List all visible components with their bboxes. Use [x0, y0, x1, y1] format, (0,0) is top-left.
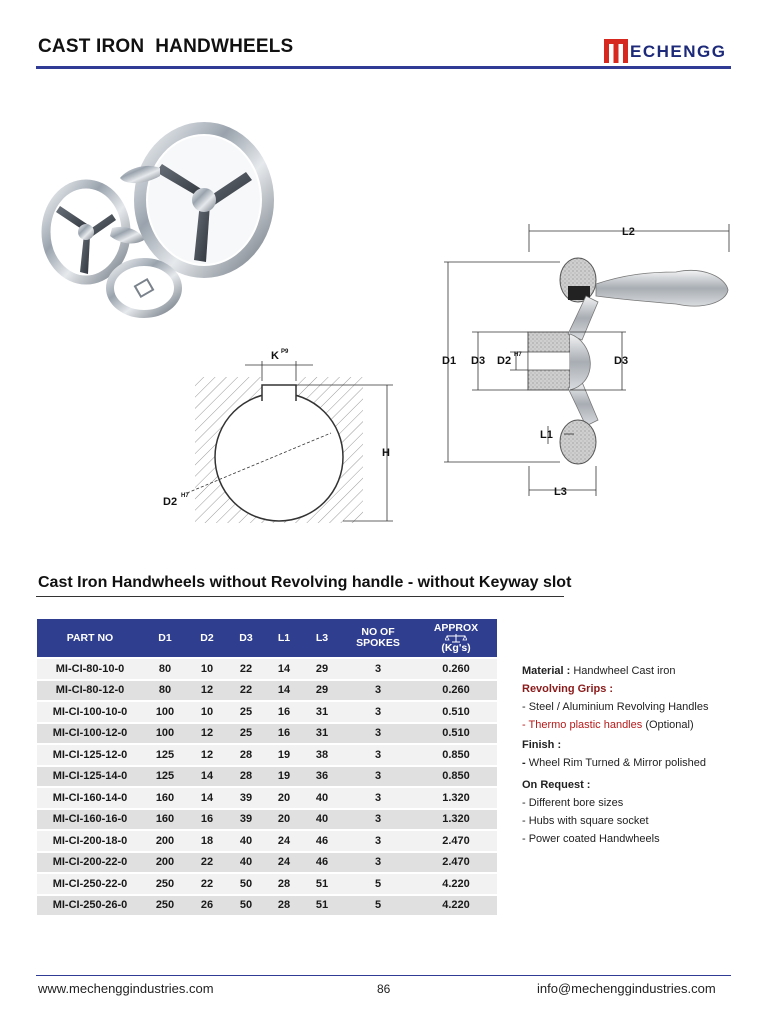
d2-sup-label: H7 [181, 493, 189, 499]
table-cell: 28 [265, 895, 303, 916]
table-cell: 3 [341, 809, 415, 831]
col-approx-label: APPROX [433, 622, 479, 634]
table-cell: 29 [303, 680, 341, 702]
table-cell: 4.220 [415, 873, 497, 895]
l2-label: L2 [622, 226, 635, 238]
table-cell: 125 [143, 766, 187, 788]
col-no-of-spokes [341, 619, 415, 658]
table-row [37, 895, 497, 916]
table-cell: 19 [265, 766, 303, 788]
table-cell: 38 [303, 744, 341, 766]
request-item-2: - Hubs with square socket [522, 815, 649, 827]
d2-side-sup-label: H7 [514, 352, 522, 358]
d3-left-label: D3 [471, 355, 486, 367]
d1-label: D1 [442, 355, 457, 367]
table-cell: 2.470 [415, 830, 497, 852]
request-item-1: - Different bore sizes [522, 797, 624, 809]
table-cell: 3 [341, 830, 415, 852]
l3-label: L3 [554, 486, 567, 498]
table-cell: 40 [227, 852, 265, 874]
table-cell: 12 [187, 680, 227, 702]
table-cell: 5 [341, 895, 415, 916]
handwheels-photo [34, 120, 279, 320]
logo-mark-icon [604, 39, 628, 63]
request-item-3: - Power coated Handwheels [522, 833, 660, 845]
table-cell: 28 [265, 873, 303, 895]
table-cell: 0.260 [415, 680, 497, 702]
table-row [37, 852, 497, 874]
table-cell: 2.470 [415, 852, 497, 874]
table-cell: 80 [143, 658, 187, 680]
page-number: 86 [377, 982, 391, 996]
table-cell: 0.850 [415, 744, 497, 766]
table-cell: 10 [187, 701, 227, 723]
material-row [522, 663, 708, 681]
d2-label: D2 [163, 496, 178, 508]
table-cell: MI-CI-80-12-0 [37, 680, 143, 702]
table-cell: 0.850 [415, 766, 497, 788]
table-cell: 12 [187, 744, 227, 766]
table-cell: 31 [303, 701, 341, 723]
table-cell: 16 [265, 723, 303, 745]
table-cell: 46 [303, 830, 341, 852]
table-cell: 28 [227, 766, 265, 788]
col-part-no: PART NO [37, 619, 143, 658]
brand-logo [604, 38, 732, 64]
table-cell: 0.510 [415, 723, 497, 745]
table-cell: 10 [187, 658, 227, 680]
table-cell: 3 [341, 658, 415, 680]
section-title: Cast Iron Handwheels without Revolving handle - without Keyway slot [38, 574, 572, 591]
table-row [37, 680, 497, 702]
product-info-panel [522, 663, 708, 849]
table-cell: 125 [143, 744, 187, 766]
table-cell: MI-CI-125-14-0 [37, 766, 143, 788]
table-cell: 5 [341, 873, 415, 895]
table-row [37, 809, 497, 831]
table-cell: 36 [303, 766, 341, 788]
col-d2: D2 [187, 619, 227, 658]
table-cell: 100 [143, 701, 187, 723]
table-cell: 39 [227, 809, 265, 831]
table-cell: 12 [187, 723, 227, 745]
table-row [37, 766, 497, 788]
table-cell: 16 [187, 809, 227, 831]
col-approx-unit: (Kg's) [441, 642, 471, 654]
table-cell: MI-CI-200-22-0 [37, 852, 143, 874]
k-label: K [271, 350, 279, 362]
table-cell: 24 [265, 852, 303, 874]
page-title: CAST IRON HANDWHEELS [38, 36, 294, 57]
table-cell: 14 [265, 680, 303, 702]
grips-item-2-text: - Thermo plastic handles [522, 719, 643, 731]
table-cell: 22 [187, 873, 227, 895]
table-cell: 22 [227, 680, 265, 702]
table-cell: 40 [227, 830, 265, 852]
table-cell: 19 [265, 744, 303, 766]
h-label: H [382, 447, 390, 459]
table-cell: 200 [143, 852, 187, 874]
table-header-row [37, 619, 497, 658]
table-cell: 50 [227, 873, 265, 895]
table-cell: 14 [187, 787, 227, 809]
table-cell: 3 [341, 744, 415, 766]
table-cell: 1.320 [415, 809, 497, 831]
material-label: Material : [522, 665, 571, 677]
table-cell: 28 [227, 744, 265, 766]
table-cell: MI-CI-80-10-0 [37, 658, 143, 680]
header-divider [36, 66, 731, 69]
grips-item-2-suffix: (Optional) [645, 719, 694, 731]
table-row [37, 744, 497, 766]
table-cell: 46 [303, 852, 341, 874]
request-label: On Request : [522, 779, 591, 791]
table-cell: 3 [341, 723, 415, 745]
table-cell: 160 [143, 809, 187, 831]
table-cell: 25 [227, 701, 265, 723]
section-divider [36, 596, 564, 597]
table-cell: 3 [341, 852, 415, 874]
col-l1: L1 [265, 619, 303, 658]
table-cell: 250 [143, 873, 187, 895]
col-d1: D1 [143, 619, 187, 658]
table-row [37, 701, 497, 723]
table-cell: 25 [227, 723, 265, 745]
table-row [37, 830, 497, 852]
keyway-diagram [155, 335, 415, 535]
grips-label: Revolving Grips : [522, 683, 614, 695]
table-row [37, 658, 497, 680]
table-cell: 0.510 [415, 701, 497, 723]
table-cell: MI-CI-100-10-0 [37, 701, 143, 723]
grips-item-2 [522, 717, 708, 735]
table-cell: 22 [187, 852, 227, 874]
table-cell: MI-CI-250-22-0 [37, 873, 143, 895]
table-cell: 40 [303, 787, 341, 809]
finish-item-1-text: Wheel Rim Turned & Mirror polished [528, 757, 707, 769]
handwheel-spec-table [37, 619, 497, 915]
table-cell: 18 [187, 830, 227, 852]
logo-text: ECHENGG [630, 42, 727, 61]
col-approx [415, 619, 497, 658]
table-cell: MI-CI-160-16-0 [37, 809, 143, 831]
table-cell: MI-CI-125-12-0 [37, 744, 143, 766]
footer-divider [36, 975, 731, 976]
table-cell: 51 [303, 873, 341, 895]
table-cell: MI-CI-200-18-0 [37, 830, 143, 852]
table-cell: 4.220 [415, 895, 497, 916]
table-cell: 3 [341, 787, 415, 809]
col-no-of-spokes-label: NO OF SPOKES [356, 626, 400, 649]
material-value: Handwheel Cast iron [573, 665, 676, 677]
table-cell: 200 [143, 830, 187, 852]
table-cell: 80 [143, 680, 187, 702]
d3-right-label: D3 [614, 355, 629, 367]
d2-side-label: D2 [497, 355, 512, 367]
table-cell: 20 [265, 787, 303, 809]
table-cell: MI-CI-160-14-0 [37, 787, 143, 809]
table-cell: 3 [341, 766, 415, 788]
table-cell: 100 [143, 723, 187, 745]
table-row [37, 723, 497, 745]
table-cell: 51 [303, 895, 341, 916]
col-l3: L3 [303, 619, 341, 658]
finish-item-1 [522, 755, 708, 773]
table-cell: 1.320 [415, 787, 497, 809]
l1-label: L1 [540, 429, 553, 441]
handwheel-section-diagram [436, 222, 736, 502]
table-cell: 50 [227, 895, 265, 916]
table-cell: 22 [227, 658, 265, 680]
table-cell: 16 [265, 701, 303, 723]
table-cell: 160 [143, 787, 187, 809]
table-cell: 3 [341, 680, 415, 702]
table-cell: 0.260 [415, 658, 497, 680]
k-sup-label: P9 [281, 349, 289, 355]
finish-label: Finish : [522, 739, 562, 751]
footer-website-link[interactable]: www.mechenggindustries.com [38, 981, 214, 996]
table-cell: 31 [303, 723, 341, 745]
footer-email-link[interactable]: info@mechenggindustries.com [537, 981, 716, 996]
table-cell: 40 [303, 809, 341, 831]
col-d3: D3 [227, 619, 265, 658]
table-cell: 26 [187, 895, 227, 916]
table-cell: MI-CI-250-26-0 [37, 895, 143, 916]
table-cell: MI-CI-100-12-0 [37, 723, 143, 745]
table-cell: 20 [265, 809, 303, 831]
table-cell: 29 [303, 658, 341, 680]
table-cell: 24 [265, 830, 303, 852]
table-row [37, 873, 497, 895]
table-cell: 39 [227, 787, 265, 809]
grips-item-1: - Steel / Aluminium Revolving Handles [522, 701, 709, 713]
table-cell: 14 [187, 766, 227, 788]
finish-item-1-prefix: - [522, 757, 529, 769]
table-row [37, 787, 497, 809]
table-cell: 250 [143, 895, 187, 916]
table-cell: 14 [265, 658, 303, 680]
table-cell: 3 [341, 701, 415, 723]
